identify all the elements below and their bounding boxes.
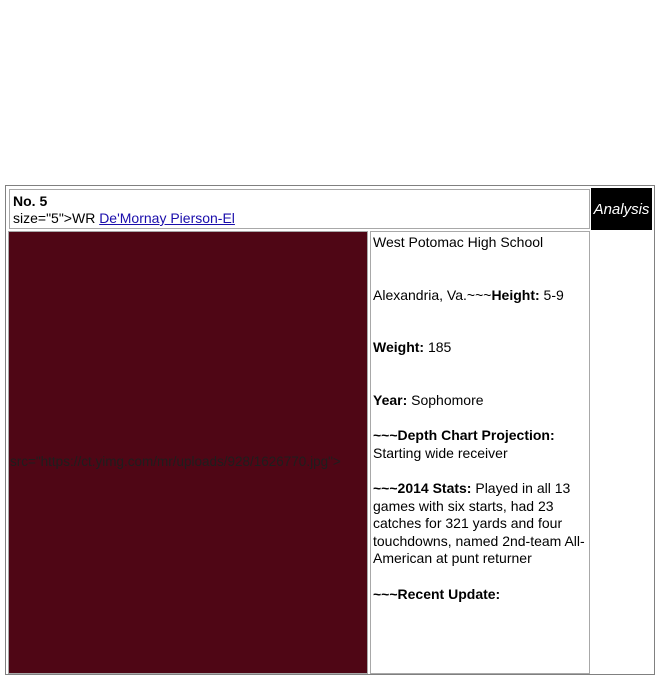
update-prefix: ~~~ bbox=[373, 585, 398, 602]
player-photo bbox=[8, 231, 368, 674]
weight-label: Weight: bbox=[373, 339, 425, 355]
year-line bbox=[373, 392, 587, 410]
depth-label: Depth Chart Projection: bbox=[397, 427, 555, 443]
player-header bbox=[9, 189, 590, 229]
depth-value: Starting wide receiver bbox=[373, 444, 508, 461]
player-name-link[interactable]: De'Mornay Pierson-El bbox=[99, 210, 235, 226]
player-card bbox=[5, 185, 655, 675]
player-info bbox=[370, 231, 590, 674]
weight-value: 185 bbox=[424, 339, 452, 355]
school-text: West Potomac High School bbox=[373, 234, 544, 250]
stats-label: 2014 Stats: bbox=[397, 480, 472, 496]
depth-prefix: ~~~ bbox=[373, 427, 398, 443]
year-value: Sophomore bbox=[407, 391, 484, 408]
depth-chart-line bbox=[373, 427, 587, 462]
stats-prefix: ~~~ bbox=[373, 480, 398, 496]
player-number: No. 5 bbox=[13, 193, 48, 209]
hometown-height-line bbox=[373, 287, 587, 305]
stats-value: Played in all 13 games with six starts, had 23 catches for 321 yards and four touchdowns, named 2nd-team All-American at punt returner bbox=[373, 480, 585, 566]
empty-analysis-column bbox=[591, 231, 653, 674]
height-label: Height: bbox=[491, 286, 540, 303]
update-label: Recent Update: bbox=[397, 585, 501, 602]
analysis-label: Analysis bbox=[591, 188, 652, 230]
weight-line bbox=[373, 339, 587, 357]
broken-image-src-text: src="https://ct.yimg.com/mr/uploads/928/1626770.jpg"> bbox=[10, 454, 341, 469]
size-prefix-text: size="5">WR bbox=[13, 210, 100, 226]
hometown-text: Alexandria, Va.~~~ bbox=[373, 286, 492, 303]
recent-update-line bbox=[373, 586, 587, 604]
height-value: 5-9 bbox=[539, 286, 564, 303]
player-title-line bbox=[13, 210, 586, 227]
stats-line bbox=[373, 480, 587, 568]
year-label: Year: bbox=[373, 391, 408, 408]
